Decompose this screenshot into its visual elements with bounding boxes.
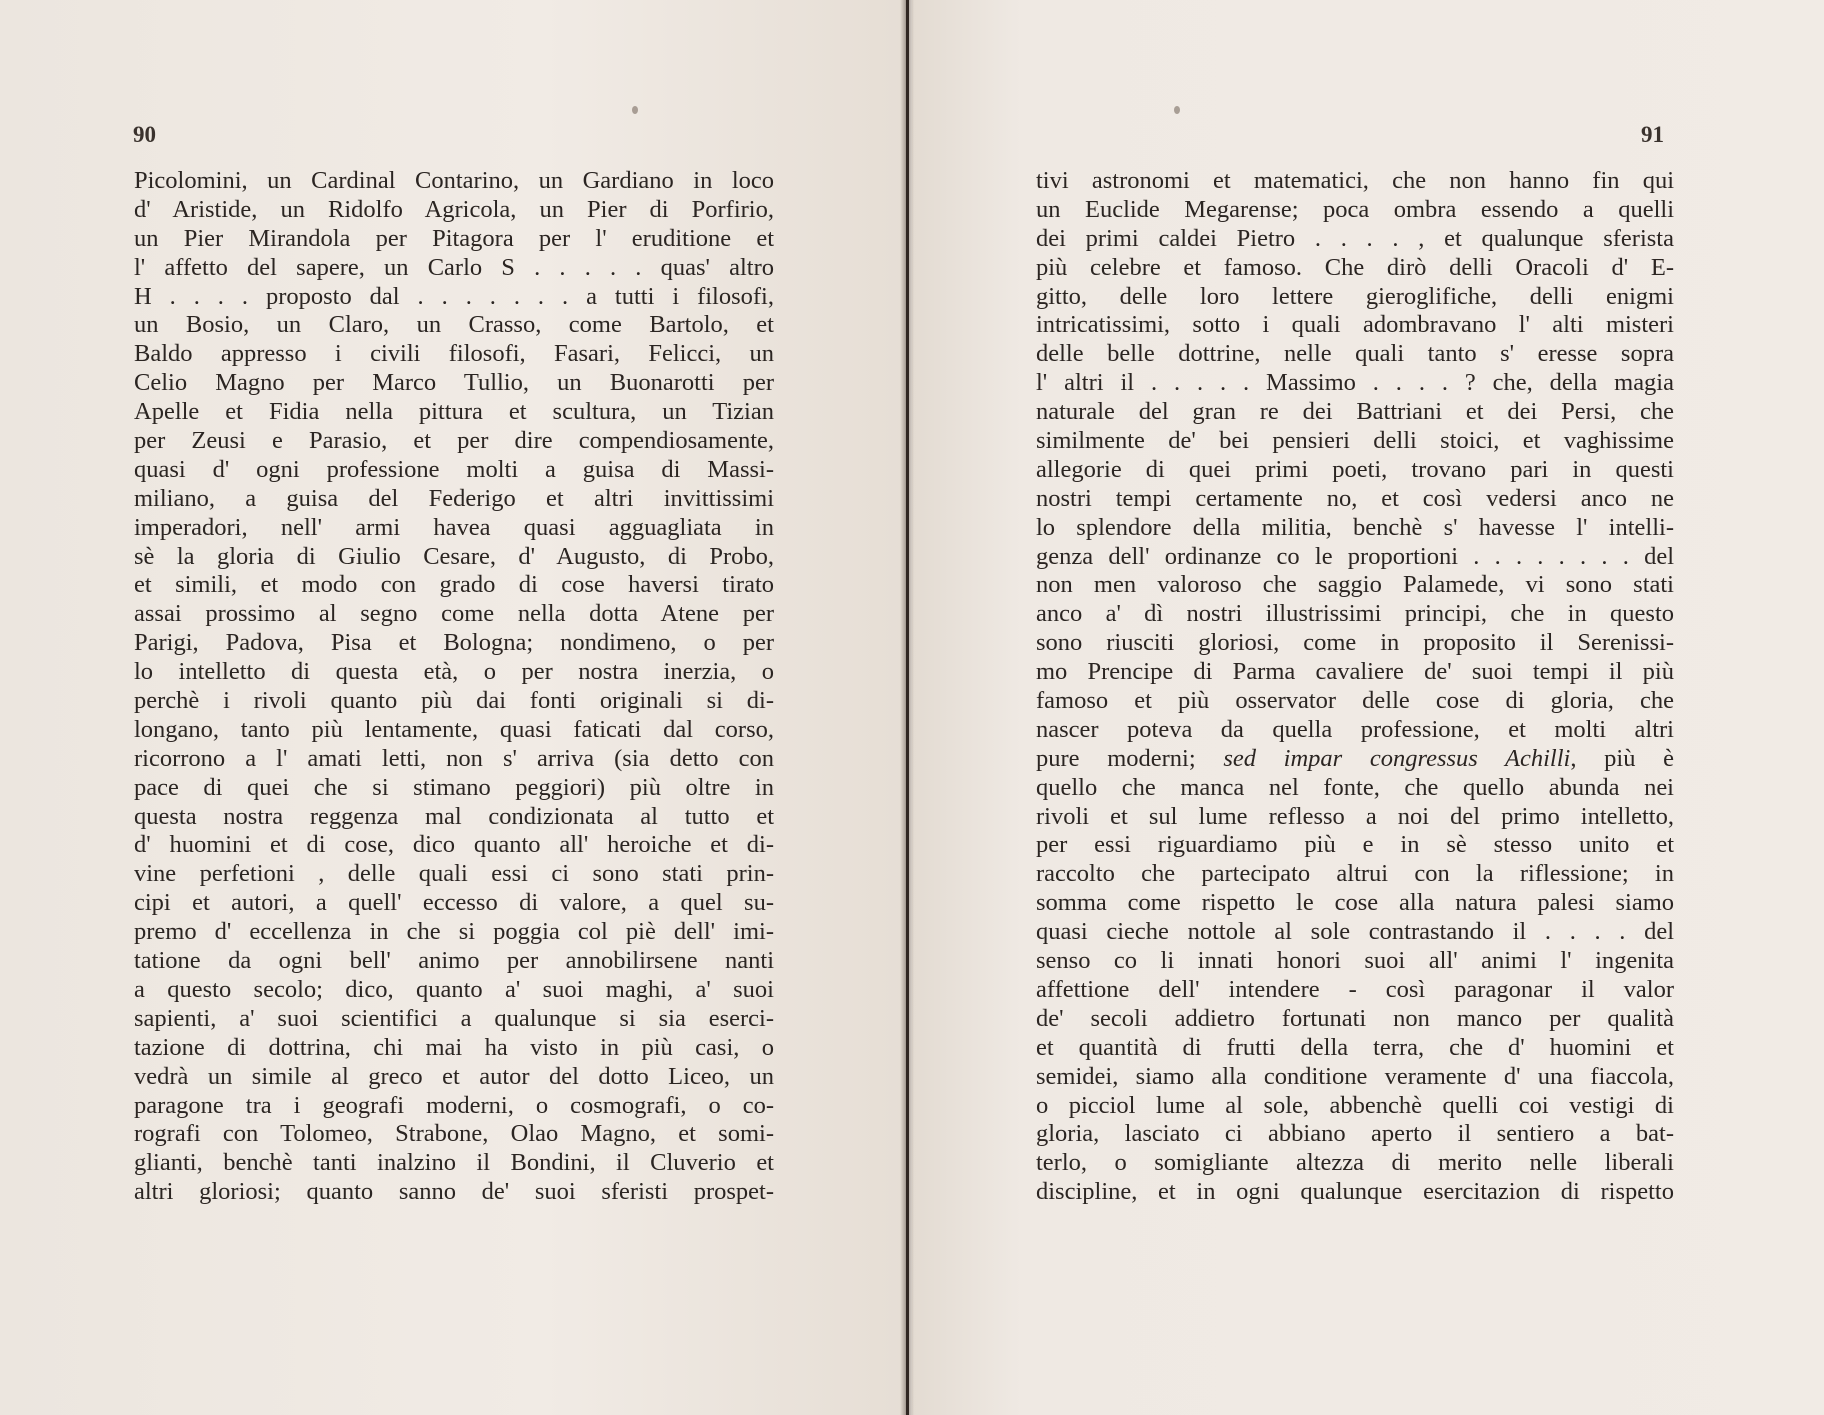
text-line: mo Prencipe di Parma cavaliere de' suoi tempi il più bbox=[1036, 658, 1674, 686]
text-line: Celio Magno per Marco Tullio, un Buonarotti per bbox=[134, 369, 774, 397]
text-line: questa nostra reggenza mal condizionata al tutto et bbox=[134, 802, 774, 830]
text-line: perchè i rivoli quanto più dai fonti originali si di- bbox=[134, 687, 774, 715]
right-page-text bbox=[1036, 167, 1674, 1207]
text-line: un Bosio, un Claro, un Crasso, come Bartolo, et bbox=[134, 311, 774, 339]
text-line: pure moderni; sed impar congressus Achilli, più è bbox=[1036, 744, 1674, 772]
text-line: gitto, delle loro lettere gieroglifiche, delli enigmi bbox=[1036, 282, 1674, 310]
text-line: Parigi, Padova, Pisa et Bologna; nondimeno, o per bbox=[134, 629, 774, 657]
text-line: vedrà un simile al greco et autor del dotto Liceo, un bbox=[134, 1062, 774, 1090]
text-line: famoso et più osservator delle cose di gloria, che bbox=[1036, 687, 1674, 715]
right-page bbox=[912, 0, 1824, 1415]
text-line: a questo secolo; dico, quanto a' suoi maghi, a' suoi bbox=[134, 975, 774, 1003]
latin-quotation: sed impar congressus Achilli bbox=[1223, 744, 1571, 772]
ink-speck bbox=[632, 106, 638, 114]
text-line: cipi et autori, a quell' eccesso di valore, a quel su- bbox=[134, 889, 774, 917]
text-line: et quantità di frutti della terra, che d' huomini et bbox=[1036, 1033, 1674, 1061]
text-line: longano, tanto più lentamente, quasi faticati dal corso, bbox=[134, 715, 774, 743]
text-line: miliano, a guisa del Federigo et altri invittissimi bbox=[134, 484, 774, 512]
text-line: discipline, et in ogni qualunque esercitazion di rispetto bbox=[1036, 1178, 1674, 1206]
text-line: H . . . . proposto dal . . . . . . . a tutti i filosofi, bbox=[134, 282, 774, 310]
text-line: tivi astronomi et matematici, che non hanno fin qui bbox=[1036, 167, 1674, 194]
text-line: l' affetto del sapere, un Carlo S . . . . . quas' altro bbox=[134, 253, 774, 281]
text-line: semidei, siamo alla conditione veramente d' una fiaccola, bbox=[1036, 1062, 1674, 1090]
text-line: per essi riguardiamo più e in sè stesso unito et bbox=[1036, 831, 1674, 859]
text-line: quello che manca nel fonte, che quello abunda nei bbox=[1036, 773, 1674, 801]
text-line: più celebre et famoso. Che dirò delli Oracoli d' E- bbox=[1036, 253, 1674, 281]
left-page-text bbox=[134, 167, 774, 1207]
text-line: d' Aristide, un Ridolfo Agricola, un Pier di Porfirio, bbox=[134, 195, 774, 223]
text-line: d' huomini et di cose, dico quanto all' heroiche et di- bbox=[134, 831, 774, 859]
text-line: sè la gloria di Giulio Cesare, d' Augusto, di Probo, bbox=[134, 542, 774, 570]
text-line: gloria, lasciato ci abbiano aperto il sentiero a bat- bbox=[1036, 1120, 1674, 1148]
page-number-right: 91 bbox=[1641, 122, 1664, 147]
text-line: naturale del gran re dei Battriani et dei Persi, che bbox=[1036, 398, 1674, 426]
line-tail: , più è bbox=[1570, 744, 1674, 772]
text-line: ricorrono a l' amati letti, non s' arriva (sia detto con bbox=[134, 744, 774, 772]
text-line: non men valoroso che saggio Palamede, vi sono stati bbox=[1036, 571, 1674, 599]
text-line: quasi cieche nottole al sole contrastando il . . . . del bbox=[1036, 918, 1674, 946]
text-line: rivoli et sul lume reflesso a noi del primo intelletto, bbox=[1036, 802, 1674, 830]
text-line: sono riusciti gloriosi, come in proposito il Serenissi- bbox=[1036, 629, 1674, 657]
text-line: pace di quei che si stimano peggiori) più oltre in bbox=[134, 773, 774, 801]
left-page bbox=[0, 0, 906, 1415]
text-line: affettione dell' intendere - così paragonar il valor bbox=[1036, 975, 1674, 1003]
text-line: assai prossimo al segno come nella dotta Atene per bbox=[134, 600, 774, 628]
text-line: l' altri il . . . . . Massimo . . . . ? che, della magia bbox=[1036, 369, 1674, 397]
page-number-left: 90 bbox=[133, 122, 156, 147]
gutter-fold-line bbox=[906, 0, 909, 1415]
text-line: rografi con Tolomeo, Strabone, Olao Magno, et somi- bbox=[134, 1120, 774, 1148]
text-line: tatione da ogni bell' animo per annobilirsene nanti bbox=[134, 947, 774, 975]
text-line: de' secoli addietro fortunati non manco per qualità bbox=[1036, 1004, 1674, 1032]
text-line: raccolto che partecipato altrui con la riflessione; in bbox=[1036, 860, 1674, 888]
text-line: Apelle et Fidia nella pittura et scultura, un Tizian bbox=[134, 398, 774, 426]
text-line: imperadori, nell' armi havea quasi agguagliata in bbox=[134, 513, 774, 541]
text-line: similmente de' bei pensieri delli stoici, et vaghissime bbox=[1036, 427, 1674, 455]
text-line: delle belle dottrine, nelle quali tanto s' eresse sopra bbox=[1036, 340, 1674, 368]
text-line: anco a' dì nostri illustrissimi principi, che in questo bbox=[1036, 600, 1674, 628]
text-line: per Zeusi e Parasio, et per dire compendiosamente, bbox=[134, 427, 774, 455]
text-line: nascer poteva da quella professione, et molti altri bbox=[1036, 715, 1674, 743]
text-line: somma come rispetto le cose alla natura palesi siamo bbox=[1036, 889, 1674, 917]
text-line: lo splendore della militia, benchè s' havesse l' intelli- bbox=[1036, 513, 1674, 541]
text-line: quasi d' ogni professione molti a guisa di Massi- bbox=[134, 455, 774, 483]
text-line: senso co li innati honori suoi all' animi l' ingenita bbox=[1036, 947, 1674, 975]
ink-speck bbox=[1174, 106, 1180, 114]
text-line: sapienti, a' suoi scientifici a qualunque si sia eserci- bbox=[134, 1004, 774, 1032]
text-line: vine perfetioni , delle quali essi ci sono stati prin- bbox=[134, 860, 774, 888]
text-line: et simili, et modo con grado di cose haversi tirato bbox=[134, 571, 774, 599]
text-line: tazione di dottrina, chi mai ha visto in più casi, o bbox=[134, 1033, 774, 1061]
text-line: genza dell' ordinanze co le proportioni . . . . . . . . del bbox=[1036, 542, 1674, 570]
text-line: o picciol lume al sole, abbenchè quelli coi vestigi di bbox=[1036, 1091, 1674, 1119]
text-line: paragone tra i geografi moderni, o cosmografi, o co- bbox=[134, 1091, 774, 1119]
text-line: intricatissimi, sotto i quali adombravano l' alti misteri bbox=[1036, 311, 1674, 339]
text-line: dei primi caldei Pietro . . . . , et qualunque sferista bbox=[1036, 224, 1674, 252]
text-line: un Euclide Megarense; poca ombra essendo a quelli bbox=[1036, 195, 1674, 223]
text-line: premo d' eccellenza in che si poggia col piè dell' imi- bbox=[134, 918, 774, 946]
text-line: altri gloriosi; quanto sanno de' suoi sferisti prospet- bbox=[134, 1178, 774, 1206]
text-line: allegorie di quei primi poeti, trovano pari in questi bbox=[1036, 455, 1674, 483]
text-line: glianti, benchè tanti inalzino il Bondini, il Cluverio et bbox=[134, 1149, 774, 1177]
text-line: lo intelletto di questa età, o per nostra inerzia, o bbox=[134, 658, 774, 686]
text-line: Baldo appresso i civili filosofi, Fasari, Felicci, un bbox=[134, 340, 774, 368]
text-line: un Pier Mirandola per Pitagora per l' eruditione et bbox=[134, 224, 774, 252]
text-line: terlo, o somigliante altezza di merito nelle liberali bbox=[1036, 1149, 1674, 1177]
text-line: nostri tempi certamente no, et così vedersi anco ne bbox=[1036, 484, 1674, 512]
text-line: Picolomini, un Cardinal Contarino, un Gardiano in loco bbox=[134, 167, 774, 194]
